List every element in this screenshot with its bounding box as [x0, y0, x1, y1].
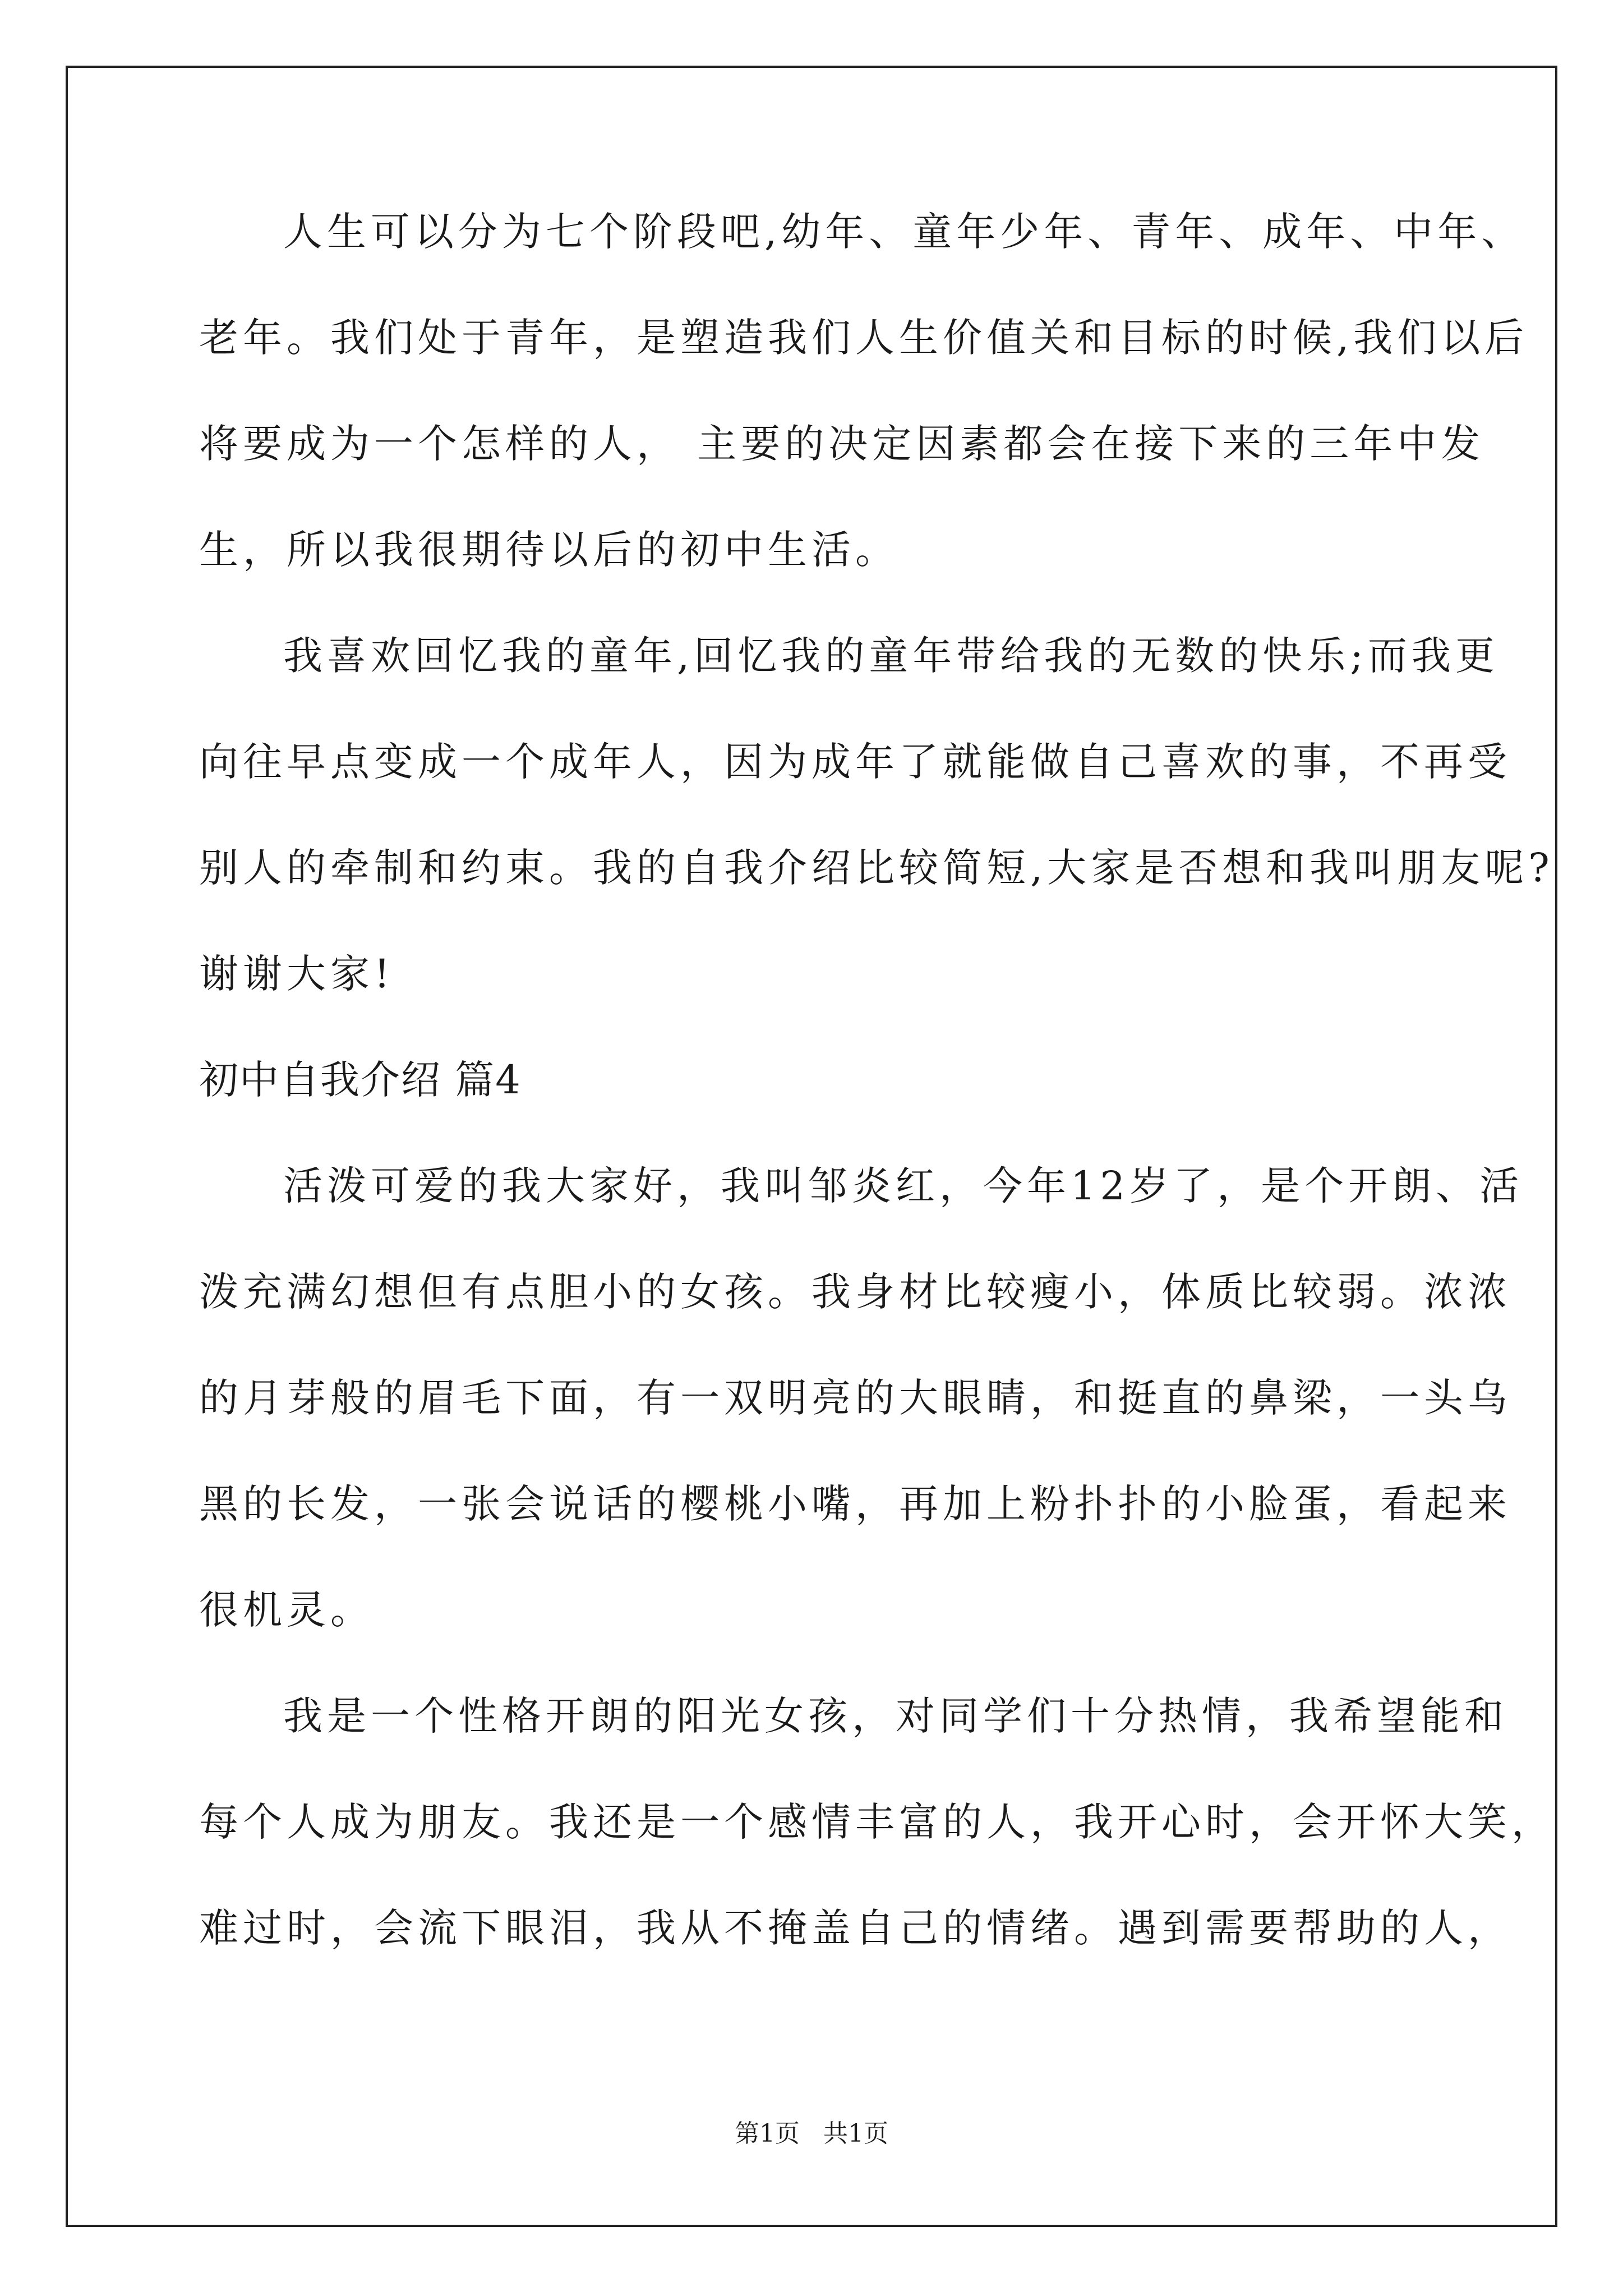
- paragraph-1-line-1: 人生可以分为七个阶段吧,幼年、童年少年、青年、成年、中年、: [283, 209, 1525, 255]
- paragraph-4-line-3: 难过时，会流下眼泪，我从不掩盖自己的情绪。遇到需要帮助的人，: [199, 1905, 1511, 1951]
- paragraph-3-line-1: 活泼可爱的我大家好，我叫邹炎红，今年12岁了，是个开朗、活: [283, 1163, 1524, 1209]
- paragraph-2-line-1: 我喜欢回忆我的童年,回忆我的童年带给我的无数的快乐;而我更: [283, 633, 1499, 679]
- page-number-total: 共1页: [823, 2119, 888, 2148]
- paragraph-2-line-2: 向往早点变成一个成年人，因为成年了就能做自己喜欢的事，不再受: [199, 739, 1511, 785]
- paragraph-4-line-1: 我是一个性格开朗的阳光女孩，对同学们十分热情，我希望能和: [283, 1693, 1508, 1739]
- page-footer: [0, 2118, 1623, 2150]
- section-heading: 初中自我介绍 篇4: [199, 1057, 522, 1103]
- paragraph-3-line-4: 黑的长发，一张会说话的樱桃小嘴，再加上粉扑扑的小脸蛋，看起来: [199, 1481, 1511, 1527]
- paragraph-1-line-3: 将要成为一个怎样的人， 主要的决定因素都会在接下来的三年中发: [199, 421, 1485, 467]
- paragraph-3-line-3: 的月芽般的眉毛下面，有一双明亮的大眼睛，和挺直的鼻梁，一头乌: [199, 1375, 1511, 1421]
- paragraph-3-line-2: 泼充满幻想但有点胆小的女孩。我身材比较瘦小，体质比较弱。浓浓: [199, 1269, 1511, 1315]
- paragraph-3-line-5: 很机灵。: [199, 1587, 374, 1633]
- paragraph-4-line-2: 每个人成为朋友。我还是一个感情丰富的人，我开心时，会开怀大笑，: [199, 1799, 1555, 1845]
- page-number-current: 第1页: [735, 2119, 800, 2148]
- paragraph-2-line-4: 谢谢大家!: [199, 951, 395, 997]
- paragraph-2-line-3: 别人的牵制和约束。我的自我介绍比较简短,大家是否想和我叫朋友呢?: [199, 845, 1554, 891]
- paragraph-1-line-4: 生，所以我很期待以后的初中生活。: [199, 527, 899, 573]
- paragraph-1-line-2: 老年。我们处于青年，是塑造我们人生价值关和目标的时候,我们以后: [199, 315, 1529, 361]
